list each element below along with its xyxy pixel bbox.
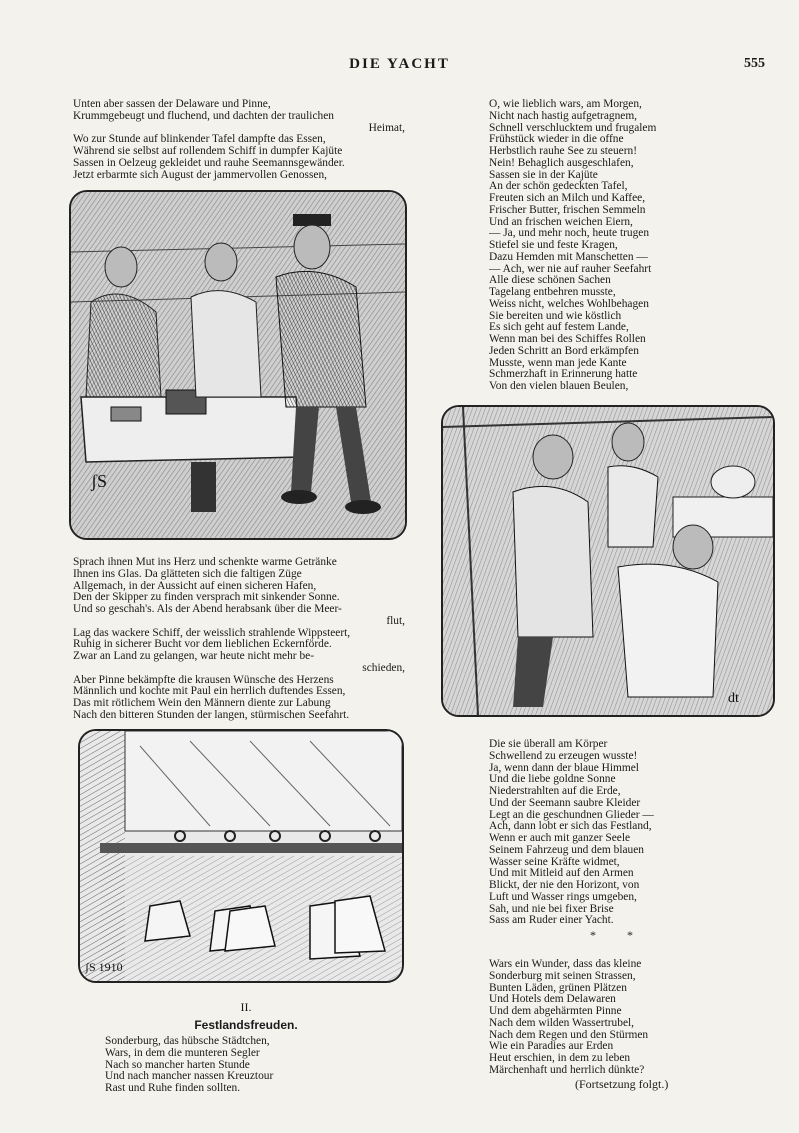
page-number: 555: [744, 56, 765, 71]
text-line: Stiefel sie und feste Kragen,: [489, 240, 618, 251]
text-line: Weiss nicht, welches Wohlbehagen: [489, 298, 649, 310]
text-line: Allgemach, in der Aussicht auf einen sicheren Hafen,: [73, 580, 317, 592]
text-line: Und mit Mitleid auf den Armen: [489, 868, 634, 880]
text-line: Wars ein Wunder, dass das kleine: [489, 959, 642, 970]
text-line: Wie ein Paradies aur Erden: [489, 1041, 614, 1053]
text-line: Jeden Schritt an Bord erkämpfen: [489, 345, 639, 357]
text-line: — Ja, und mehr noch, heute trugen: [489, 228, 650, 240]
text-line: Das mit rötlichem Wein den Männern diente zur Labung: [73, 698, 331, 709]
text-line: Und dem abgehärmten Pinne: [489, 1006, 622, 1017]
text-line: Unten aber sassen der Delaware und Pinne,: [73, 99, 271, 110]
text-line: Wenn er auch mit ganzer Seele: [489, 833, 631, 844]
text-line: Nach so mancher harten Stunde: [105, 1059, 250, 1071]
text-line: Blickt, der nie den Horizont, von: [489, 880, 640, 891]
text-line: Es sich geht auf festem Lande,: [489, 322, 629, 334]
svg-text:ʃS 1910: ʃS 1910: [85, 960, 123, 974]
text-line: Ja, wenn dann der blaue Himmel: [489, 762, 639, 774]
text-line: Dazu Hemden mit Manschetten —: [489, 251, 648, 263]
text-line: Frischer Butter, frischen Semmeln: [489, 204, 646, 216]
text-line: Sassen sie in der Kajüte: [489, 169, 598, 181]
text-line: Sie bereiten und wie köstlich: [489, 310, 622, 322]
text-line: Ihnen ins Glas. Da glätteten sich die faltigen Züge: [73, 568, 302, 580]
text-line: flut,: [386, 615, 405, 627]
text-line: Krummgebeugt und fluchend, und dachten der traulichen: [73, 110, 334, 122]
text-line: Sonderburg mit seinen Strassen,: [489, 970, 636, 982]
text-line: Seinem Fahrzeug und dem blauen: [489, 844, 644, 856]
text-right-bottom: [489, 959, 719, 1077]
text-line: Jetzt erbarmte sich August der jammervollen Genossen,: [73, 169, 328, 181]
text-line: Wenn man bei des Schiffes Rollen: [489, 334, 646, 345]
cabin-drinking-illustration: [69, 190, 407, 540]
text-left-top: [73, 99, 405, 181]
text-left-bottom: [105, 1036, 365, 1095]
text-line: Sonderburg, das hübsche Städtchen,: [105, 1036, 270, 1047]
page-header-title: DIE YACHT: [349, 56, 450, 72]
text-line: — Ach, wer nie auf rauher Seefahrt: [489, 263, 652, 275]
text-line: Tagelang entbehren musste,: [489, 287, 616, 298]
bunk-sailors-illustration: [441, 405, 775, 717]
text-line: Und an frischen weichen Eiern,: [489, 216, 633, 228]
text-line: Von den vielen blauen Beulen,: [489, 381, 629, 392]
text-line: Und nach mancher nassen Kreuztour: [105, 1071, 274, 1083]
text-line: Rast und Ruhe finden sollten.: [105, 1083, 241, 1094]
text-line: Sprach ihnen Mut ins Herz und schenkte warme Getränke: [73, 557, 337, 568]
text-line: Zwar an Land zu gelangen, war heute nicht mehr be-: [73, 651, 314, 662]
text-right-mid: [489, 739, 719, 927]
text-line: Sah, und nie bei fixer Brise: [489, 903, 614, 915]
text-line: Nach dem wilden Wassertrubel,: [489, 1017, 635, 1029]
text-line: An der schön gedeckten Tafel,: [489, 181, 628, 193]
text-line: Aber Pinne bekämpfte die krausen Wünsche des Herzens: [73, 674, 334, 686]
text-line: Ruhig in sicherer Bucht vor dem lieblichen Eckernförde.: [73, 639, 332, 651]
text-line: Frühstück wieder in die offne: [489, 134, 624, 146]
text-line: Luft und Wasser rings umgeben,: [489, 891, 637, 903]
text-line: Alle diese schönen Sachen: [489, 275, 611, 287]
text-line: Und Hotels dem Delawaren: [489, 994, 616, 1006]
text-line: Heut erschien, in dem zu leben: [489, 1053, 631, 1064]
text-line: Sass am Ruder einer Yacht.: [489, 915, 614, 927]
text-line: Schwellend zu erzeugen wusste!: [489, 750, 638, 762]
text-line: Wars, in dem die munteren Segler: [105, 1047, 260, 1059]
svg-text:dt: dt: [728, 691, 739, 706]
text-line: Niederstrahlten auf die Erde,: [489, 786, 621, 797]
section-title: Festlandsfreuden.: [194, 1018, 298, 1032]
text-line: Musste, wenn man jede Kante: [489, 357, 627, 369]
text-line: Märchenhaft und herrlich dünkte?: [489, 1064, 645, 1076]
text-line: Bunten Läden, grünen Plätzen: [489, 982, 627, 994]
text-line: Nach den bitteren Stunden der langen, stürmischen Seefahrt.: [73, 709, 350, 721]
text-line: O, wie lieblich wars, am Morgen,: [489, 99, 642, 110]
text-line: Nein! Behaglich ausgeschlafen,: [489, 157, 634, 169]
section-number: II.: [240, 1000, 252, 1014]
text-line: Den der Skipper zu finden versprach mit sinkender Sonne.: [73, 592, 340, 604]
text-line: Schnell verschlucktem und frugalem: [489, 122, 657, 134]
text-line: Und so geschah's. Als der Abend herabsank über die Meer-: [73, 604, 342, 615]
section-separator: * *: [590, 928, 647, 942]
text-line: Und die liebe goldne Sonne: [489, 774, 616, 786]
text-line: Schmerzhaft in Erinnerung hatte: [489, 369, 638, 381]
text-line: Nach dem Regen und den Stürmen: [489, 1029, 649, 1041]
text-line: Herbstlich rauhe See zu steuern!: [489, 146, 638, 157]
text-left-mid: [73, 557, 405, 722]
text-line: Lag das wackere Schiff, der weisslich strahlende Wippsteert,: [73, 627, 351, 639]
text-line: Heimat,: [368, 122, 405, 134]
text-line: Nicht nach hastig aufgetragnem,: [489, 110, 638, 122]
text-right-top: [489, 99, 719, 393]
text-line: Wasser seine Kräfte widmet,: [489, 856, 620, 868]
continuation-note: (Fortsetzung folgt.): [575, 1077, 669, 1091]
text-line: Männlich und kochte mit Paul ein herrlich duftendes Essen,: [73, 686, 346, 698]
text-line: Die sie überall am Körper: [489, 739, 608, 750]
text-line: schieden,: [362, 662, 405, 674]
text-line: Legt an die geschundnen Glieder —: [489, 809, 654, 821]
text-line: Sassen in Oelzeug gekleidet und rauhe Seemannsgewänder.: [73, 157, 345, 169]
text-line: Während sie selbst auf rollendem Schiff in dumpfer Kajüte: [73, 146, 343, 157]
text-line: Wo zur Stunde auf blinkender Tafel dampfte das Essen,: [73, 134, 326, 146]
text-line: Und der Seemann saubre Kleider: [489, 797, 641, 809]
text-line: Ach, dann lobt er sich das Festland,: [489, 821, 652, 833]
text-line: Freuten sich an Milch und Kaffee,: [489, 193, 646, 204]
svg-text:ʃS: ʃS: [91, 471, 108, 491]
hanging-boots-illustration: [78, 729, 404, 983]
